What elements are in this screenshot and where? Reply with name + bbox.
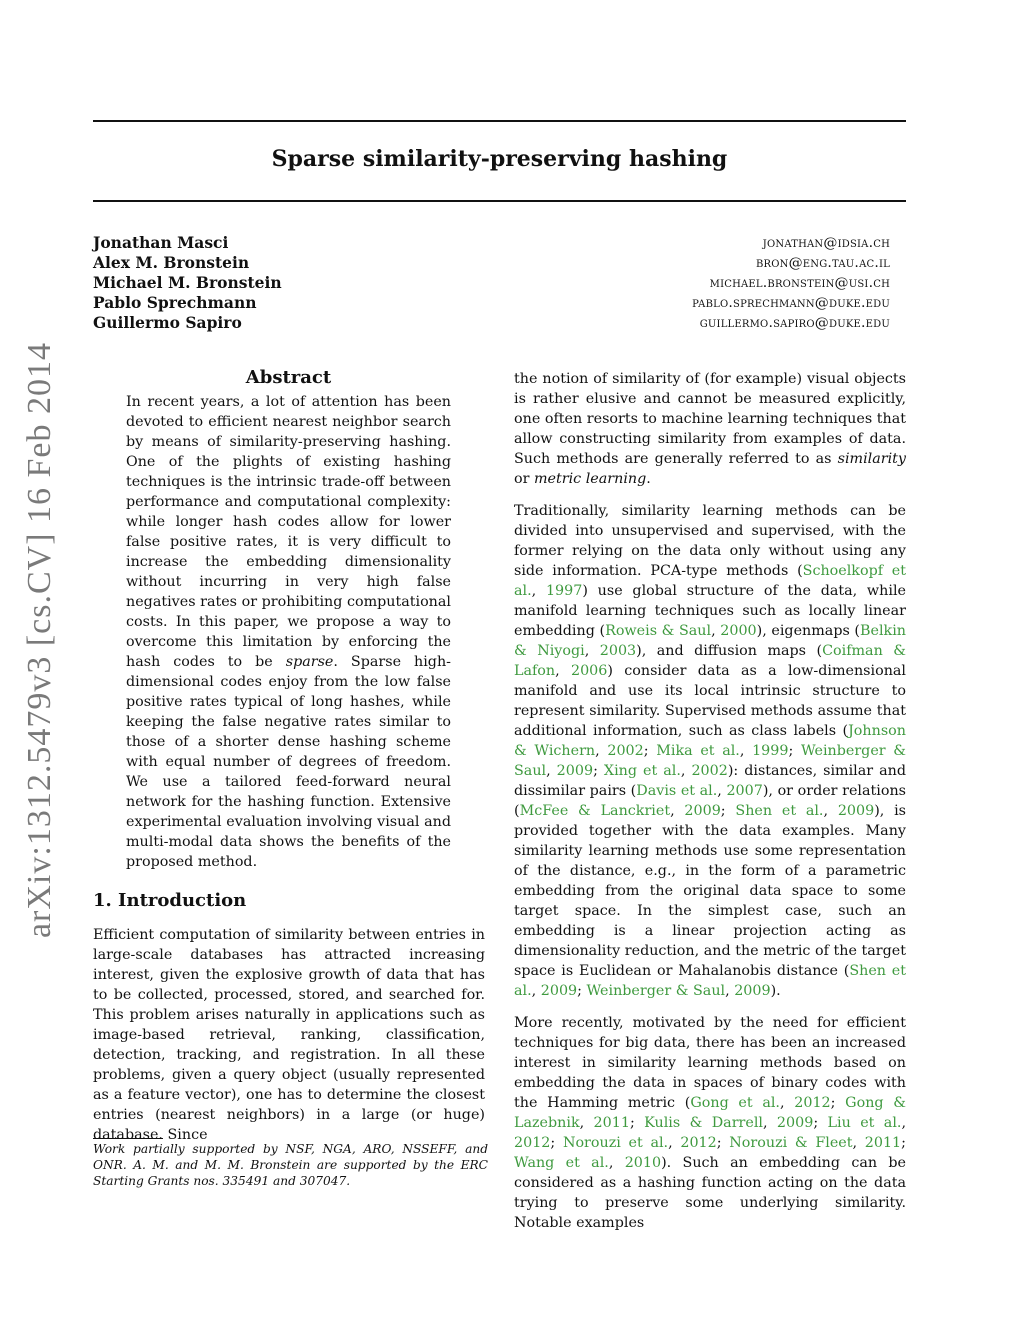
text: , [668, 1135, 681, 1151]
text: . [646, 471, 651, 487]
text: ), eigenmaps ( [756, 623, 861, 639]
author-name: Alex M. Bronstein [93, 253, 250, 272]
citation-year-link[interactable]: 2010 [624, 1155, 662, 1171]
citation-link[interactable]: Coifman & Lafon [514, 643, 907, 679]
footnote-text: Work partially supported by NSF, NGA, ARO, NSSEFF, and ONR. A. M. and M. M. Bronstein are supported by the ERC Starting Grants nos. 335491 and 307047. [93, 1142, 488, 1188]
introduction-text: Efficient computation of similarity between entries in large-scale databases has attracted increasing interest, given the explosive growth of data that has to be collected, processed, stored, and searched for. This problem arises naturally in applications such as image-based retrieval, ranking, classification, detection, tracking, and registration. In all these problems, given a query object (usually represented as a feature vector), one has to determine the closest entries (nearest neighbors) in a large (or huge) database. Since [93, 927, 485, 1143]
citation-year-link[interactable]: 2012 [794, 1095, 831, 1111]
author-name: Michael M. Bronstein [93, 273, 282, 292]
citation-link[interactable]: Kulis & Darrell [644, 1115, 763, 1131]
text: ; [788, 743, 801, 759]
citation-year-link[interactable]: 2009 [556, 763, 594, 779]
citation-link[interactable]: Schoelkopf et al. [514, 563, 906, 599]
paper-title: Sparse similarity-preserving hashing [271, 146, 728, 172]
author-email: bron@eng.tau.ac.il [755, 255, 890, 271]
paragraph-traditional-methods [514, 501, 906, 1001]
citation-year-link[interactable]: 2007 [726, 783, 763, 799]
text: Traditionally, similarity learning methods can be divided into unsupervised and supervised, with the former relying on the data only without using any side information. PCA-type methods ( [514, 503, 906, 579]
citation-year-link[interactable]: 2002 [691, 763, 728, 779]
citation-link[interactable]: Weinberger & Saul [514, 743, 907, 779]
text: ; [720, 803, 736, 819]
citation-year-link[interactable]: 2009 [776, 1115, 814, 1131]
text: , [531, 983, 541, 999]
author-email: pablo.sprechmann@duke.edu [692, 295, 890, 311]
citation-year-link[interactable]: 2012 [514, 1135, 551, 1151]
text: or [514, 471, 534, 487]
citation-link[interactable]: Mika et al. [656, 743, 740, 759]
citation-link[interactable]: Xing et al. [603, 763, 681, 779]
author-name: Pablo Sprechmann [93, 293, 257, 312]
text: ; [577, 983, 587, 999]
text: , [901, 1115, 906, 1131]
citation-year-link[interactable]: 2009 [684, 803, 721, 819]
author-email: jonathan@idsia.ch [762, 235, 890, 251]
author-email: guillermo.sapiro@duke.edu [699, 315, 890, 331]
citation-year-link[interactable]: 2000 [720, 623, 757, 639]
citation-year-link[interactable]: 2009 [540, 983, 578, 999]
emphasis-metric-learning: metric learning [534, 471, 647, 487]
paragraph-binary-codes [514, 1013, 906, 1233]
abstract-text [126, 392, 451, 872]
citation-link[interactable]: Wang et al. [514, 1155, 609, 1171]
citation-year-link[interactable]: 1999 [752, 743, 789, 759]
text: ; [629, 1115, 645, 1131]
text: ) use global structure of the data, while manifold learning techniques such as locally linear embedding ( [514, 583, 906, 639]
text: ) consider data as a low-dimensional manifold and use its local intrinsic structure to represent similarity. Supervised methods assume that additional information, such as class labels ( [514, 663, 907, 739]
text: ; [813, 1115, 828, 1131]
author-name: Guillermo Sapiro [93, 313, 242, 332]
text: ), or order relations ( [514, 783, 906, 819]
title-rule-top [93, 120, 906, 122]
emphasis-similarity: similarity [837, 451, 906, 467]
introduction-heading: 1. Introduction [93, 890, 247, 911]
author-list [93, 233, 890, 333]
citation-year-link[interactable]: 2009 [837, 803, 875, 819]
author-row [93, 293, 890, 313]
author-row [93, 253, 890, 273]
title-rule-bottom [93, 200, 906, 202]
text: the notion of similarity of (for example) visual objects is rather elusive and cannot be measured explicitly, one often resorts to machine learning techniques that allow constructing similarity from examples of data. Such methods are generally referred to as [514, 371, 906, 467]
text: , [717, 783, 727, 799]
text: ; [593, 763, 604, 779]
arxiv-stamp-text: arXiv:1312.5479v3 [cs.CV] 16 Feb 2014 [21, 341, 58, 939]
citation-year-link[interactable]: 2011 [864, 1135, 902, 1151]
footnote [93, 1138, 488, 1189]
abstract-heading: Abstract [245, 367, 332, 388]
text: , [579, 1115, 594, 1131]
text: , [584, 643, 600, 659]
citation-year-link[interactable]: 1997 [545, 583, 583, 599]
text: ), is provided together with the data examples. Many similarity learning methods use some representation of the distance, e.g., in the form of a parametric embedding from the original data space to some target space. In the simplest case, such an embedding is a linear projection acting as dimensionality reduction, and the metric of the target space is Euclidean or Mahalanobis distance ( [514, 803, 907, 979]
text: ; [643, 743, 657, 759]
citation-year-link[interactable]: 2006 [570, 663, 608, 679]
citation-link[interactable]: Norouzi & Fleet [729, 1135, 853, 1151]
text: , [531, 583, 546, 599]
citation-link[interactable]: Weinberger & Saul [586, 983, 726, 999]
abstract-text-part: In recent years, a lot of attention has been devoted to efficient nearest neighbor search by means of similarity-preserving hashing. One of the plights of existing hashing techniques is the intrinsic trade-off between performance and computational complexity: while longer hash codes allow for lower false positive rates, it is very difficult to increase the embedding dimensionality without incurring in very high false negatives rates or prohibiting computational costs. In this paper, we propose a way to overcome this limitation by enforcing the hash codes to be [126, 394, 451, 670]
citation-link[interactable]: Liu et al. [827, 1115, 902, 1131]
author-row [93, 273, 890, 293]
introduction-section [93, 890, 485, 1145]
abstract-section [126, 367, 451, 872]
text: , [670, 803, 685, 819]
text: , [711, 623, 721, 639]
author-email: michael.bronstein@usi.ch [709, 275, 890, 291]
citation-link[interactable]: Roweis & Saul [605, 623, 712, 639]
text: ; [901, 1135, 906, 1151]
citation-link[interactable]: Gong & Lazebnik [514, 1095, 906, 1131]
paragraph-similarity-notion [514, 369, 906, 489]
citation-link[interactable]: Gong et al. [690, 1095, 780, 1111]
author-row [93, 233, 890, 253]
citation-link[interactable]: Davis et al. [636, 783, 718, 799]
text: , [555, 663, 571, 679]
text: ; [550, 1135, 563, 1151]
text: , [680, 763, 692, 779]
citation-link[interactable]: McFee & Lanckriet [519, 803, 671, 819]
text: , [739, 743, 753, 759]
abstract-emphasis: sparse [285, 654, 334, 670]
citation-link[interactable]: Belkin & Niyogi [514, 623, 906, 659]
footnote-rule [93, 1138, 163, 1139]
right-column [514, 369, 906, 1233]
citation-year-link[interactable]: 2012 [680, 1135, 717, 1151]
citation-link[interactable]: Shen et al. [514, 963, 907, 999]
citation-link[interactable]: Shen et al. [735, 803, 824, 819]
text: , [546, 763, 557, 779]
text: , [823, 803, 838, 819]
abstract-text-part: . Sparse high-dimensional codes enjoy from the low false positive rates typical of long hashes, while keeping the false negative rates similar to those of a shorter dense hashing scheme with equal number of degrees of freedom. We use a tailored feed-forward neural network for the hashing function. Extensive experimental evaluation involving visual and multi-modal data shows the benefits of the proposed method. [126, 654, 451, 870]
author-row [93, 313, 890, 333]
citation-year-link[interactable]: 2003 [599, 643, 637, 659]
text: , [762, 1115, 777, 1131]
text: More recently, motivated by the need for efficient techniques for big data, there has been an increased interest in similarity learning methods based on embedding the data in spaces of binary codes with the Hamming metric ( [514, 1015, 906, 1111]
author-name: Jonathan Masci [93, 233, 229, 252]
citation-year-link[interactable]: 2011 [593, 1115, 630, 1131]
text: , [608, 1155, 625, 1171]
text: , [725, 983, 735, 999]
citation-link[interactable]: Norouzi et al. [562, 1135, 669, 1151]
text: , [595, 743, 608, 759]
text: , [852, 1135, 865, 1151]
text: , [779, 1095, 795, 1111]
text: ): distances, similar and dissimilar pairs ( [514, 763, 906, 799]
text: ). Such an embedding can be considered as a hashing function acting on the data trying to preserve some underlying similarity. Notable examples [514, 1155, 906, 1231]
citation-year-link[interactable]: 2002 [607, 743, 644, 759]
citation-link[interactable]: Johnson & Wichern [514, 723, 906, 759]
citation-year-link[interactable]: 2009 [734, 983, 771, 999]
text: ), and diffusion maps ( [636, 643, 823, 659]
text: ; [716, 1135, 730, 1151]
text: ). [770, 983, 781, 999]
text: ; [830, 1095, 846, 1111]
